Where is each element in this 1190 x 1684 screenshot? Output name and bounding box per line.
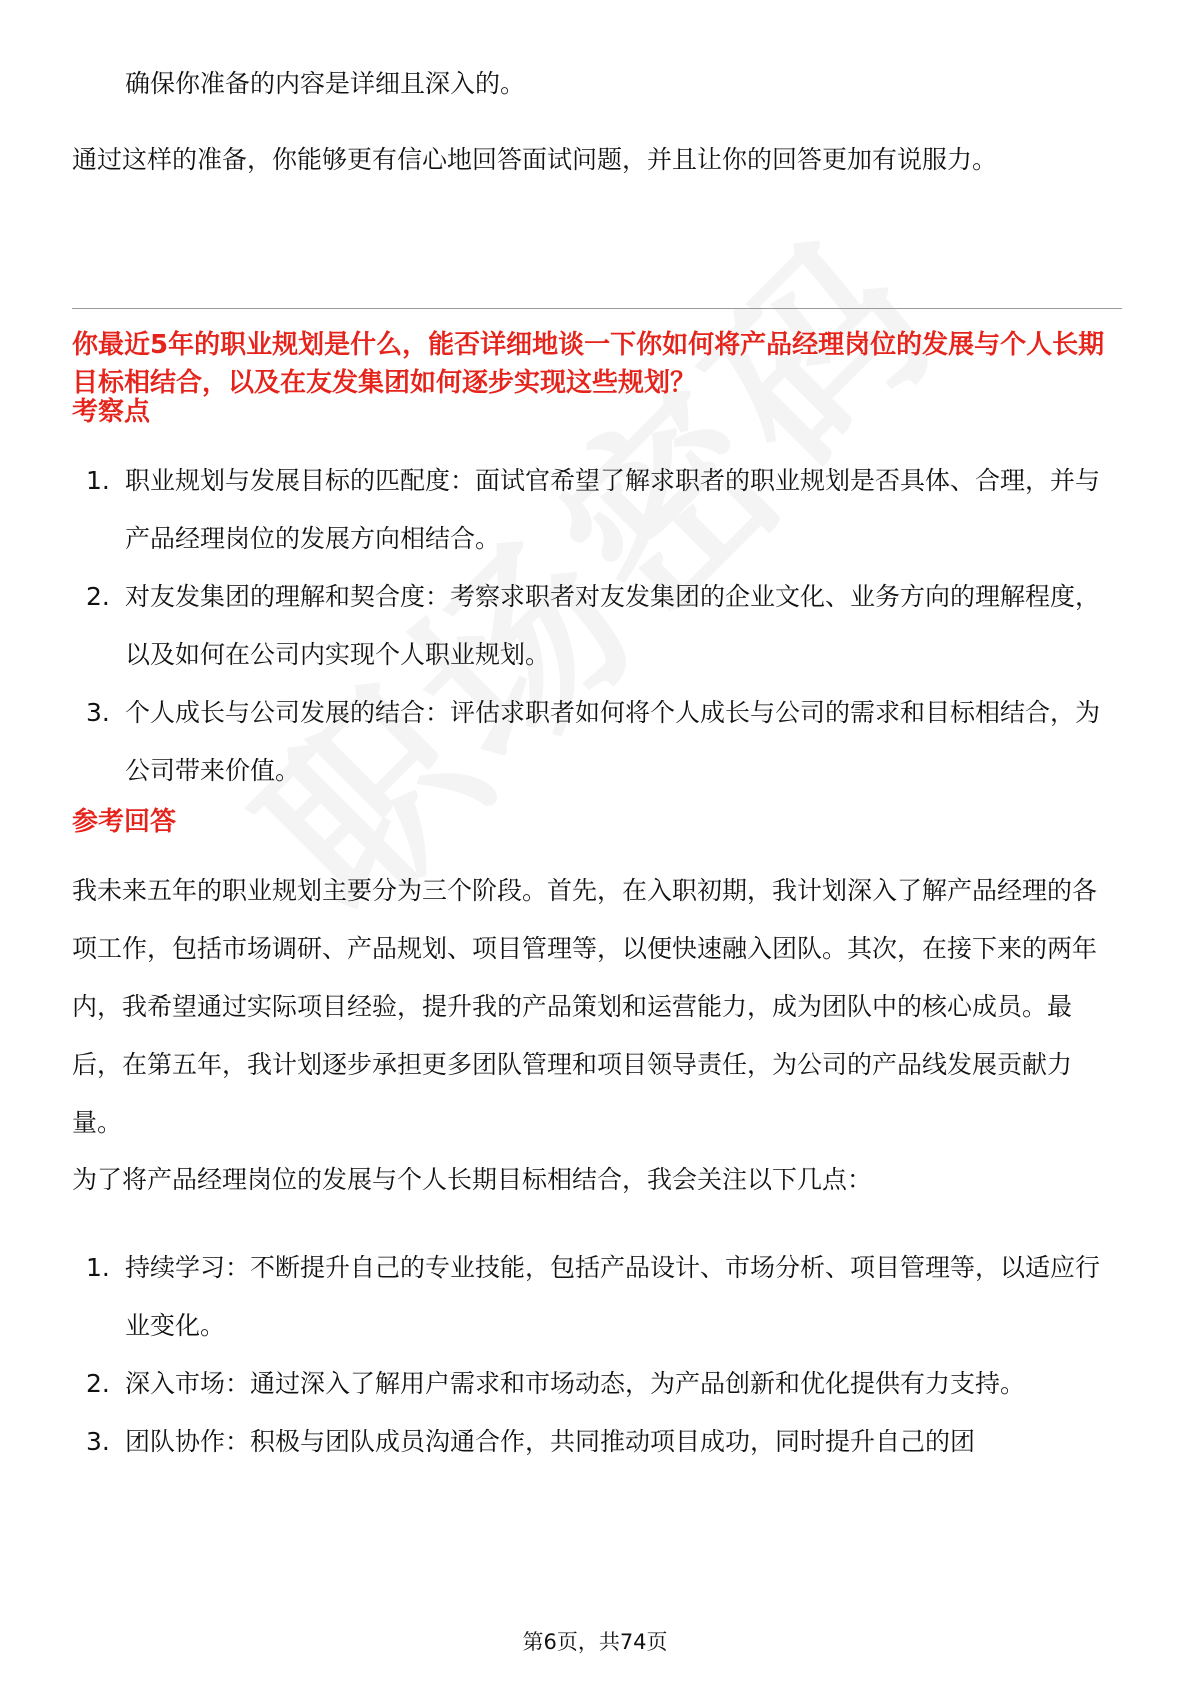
- list-item-text: 团队协作：积极与团队成员沟通合作，共同推动项目成功，同时提升自己的团: [125, 1427, 976, 1456]
- section-divider: [72, 308, 1122, 309]
- answer-paragraph: 我未来五年的职业规划主要分为三个阶段。首先，在入职初期，我计划深入了解产品经理的各项工作，包括市场调研、产品规划、项目管理等，以便快速融入团队。其次，在接下来的两年内，我希望通过实际项目经验，提升我的产品策划和运营能力，成为团队中的核心成员。最后，在第五年，我计划逐步承担更多团队管理和项目领导责任，为公司的产品线发展贡献力量。: [72, 876, 1098, 1137]
- list-item: [72, 1413, 1122, 1471]
- list-item-text: 深入市场：通过深入了解用户需求和市场动态，为产品创新和优化提供有力支持。: [125, 1369, 1026, 1398]
- list-item: [72, 452, 1122, 568]
- list-number: 3.: [86, 698, 110, 727]
- answer-heading: 参考回答: [72, 807, 177, 837]
- page-footer: 第6页，共74页: [522, 1630, 668, 1654]
- list-item-text: 个人成长与公司发展的结合：评估求职者如何将个人成长与公司的需求和目标相结合，为公司带来价值。: [125, 698, 1101, 785]
- list-number: 2.: [86, 582, 110, 611]
- list-number: 1.: [86, 1253, 110, 1282]
- list-item-text: 职业规划与发展目标的匹配度：面试官希望了解求职者的职业规划是否具体、合理，并与产品经理岗位的发展方向相结合。: [125, 466, 1101, 553]
- list-number: 3.: [86, 1427, 110, 1456]
- list-item-text: 持续学习：不断提升自己的专业技能，包括产品设计、市场分析、项目管理等，以适应行业变化。: [125, 1253, 1101, 1340]
- answer-intro-paragraph: 为了将产品经理岗位的发展与个人长期目标相结合，我会关注以下几点：: [72, 1165, 873, 1194]
- interview-question: 你最近5年的职业规划是什么，能否详细地谈一下你如何将产品经理岗位的发展与个人长期目标相结合，以及在友发集团如何逐步实现这些规划？: [72, 330, 1105, 398]
- list-number: 2.: [86, 1369, 110, 1398]
- assessment-list: [72, 452, 1122, 800]
- list-number: 1.: [86, 466, 110, 495]
- answer-list: [72, 1239, 1122, 1471]
- continuation-text: 确保你准备的内容是详细且深入的。: [125, 69, 526, 98]
- summary-paragraph: 通过这样的准备，你能够更有信心地回答面试问题，并且让你的回答更加有说服力。: [72, 145, 998, 174]
- list-item: [72, 1239, 1122, 1355]
- list-item: [72, 568, 1122, 684]
- list-item-text: 对友发集团的理解和契合度：考察求职者对友发集团的企业文化、业务方向的理解程度，以及如何在公司内实现个人职业规划。: [125, 582, 1101, 669]
- assessment-heading: 考察点: [72, 397, 151, 427]
- list-item: [72, 1355, 1122, 1413]
- list-item: [72, 684, 1122, 800]
